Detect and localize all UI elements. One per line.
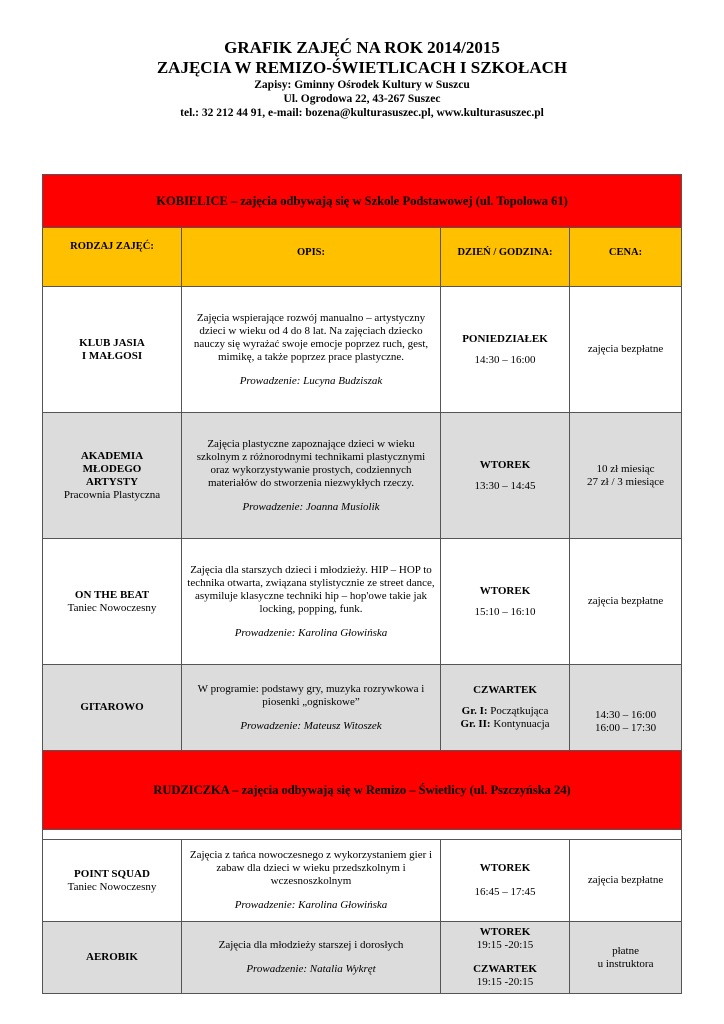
group-label: Gr. II: — [460, 718, 491, 730]
activity-name: MŁODEGO — [82, 462, 142, 475]
time-range: 14:30 – 16:00 — [594, 708, 657, 721]
table-row — [43, 840, 682, 922]
time-range: 16:00 – 17:30 — [594, 721, 657, 734]
schedule-cell — [441, 287, 570, 413]
weekday: CZWARTEK — [473, 684, 537, 696]
price: płatne — [612, 944, 639, 957]
weekday: WTOREK — [479, 584, 531, 597]
price-cell — [570, 665, 682, 751]
section-header-kobielice — [43, 175, 682, 228]
weekday: WTOREK — [479, 458, 531, 471]
activity-subtitle: Taniec Nowoczesny — [67, 880, 157, 893]
group-level: Kontynuacja — [490, 718, 550, 730]
group-line — [445, 718, 565, 731]
activity-description: Zajęcia dla młodzieży starszej i dorosłych — [218, 939, 404, 951]
time-range: 14:30 – 16:00 — [474, 353, 536, 366]
activity-name: POINT SQUAD — [74, 867, 150, 880]
weekday: PONIEDZIAŁEK — [462, 332, 548, 345]
time-range: 19:15 -20:15 — [476, 939, 534, 951]
column-header-day: DZIEŃ / GODZINA: — [441, 228, 570, 287]
weekday: WTOREK — [479, 862, 531, 874]
activity-name-cell — [43, 922, 182, 994]
description-cell — [182, 665, 441, 751]
price: zajęcia bezpłatne — [587, 595, 664, 607]
section-header-rudziczka — [43, 751, 682, 830]
contact-info: tel.: 32 212 44 91, e-mail: bozena@kulturasuszec.pl, www.kulturasuszec.pl — [180, 107, 544, 119]
instructor: Prowadzenie: Mateusz Witoszek — [240, 719, 382, 732]
spacer-cell — [43, 830, 682, 840]
description-cell — [182, 287, 441, 413]
weekday: CZWARTEK — [473, 963, 537, 975]
table-row — [43, 413, 682, 539]
price-cell — [570, 922, 682, 994]
table-row — [43, 922, 682, 994]
activity-description: Zajęcia dla starszych dzieci i młodzieży. HIP – HOP to technika otwarta, związana stylistycznie ze street dance, asymiluje klasyczne techniki hip – hop'owe takie jak locking, popping, funk. — [187, 563, 435, 615]
activity-description: Zajęcia z tańca nowoczesnego z wykorzystaniem gier i zabaw dla dzieci w wieku przedszkolnym i wczesnoszkolnym — [189, 849, 433, 887]
activity-subtitle: Pracownia Plastyczna — [63, 488, 161, 501]
instructor: Prowadzenie: Natalia Wykręt — [246, 963, 376, 975]
section-title: KOBIELICE – zajęcia odbywają się w Szkole Podstawowej (ul. Topolowa 61) — [43, 175, 682, 228]
schedule-cell — [441, 539, 570, 665]
group-line — [445, 705, 565, 718]
document-subtitle: ZAJĘCIA W REMIZO-ŚWIETLICACH I SZKOŁACH — [156, 58, 568, 77]
activity-name: AKADEMIA — [80, 449, 144, 462]
description-cell — [182, 413, 441, 539]
table-row — [43, 665, 682, 751]
column-header-desc: OPIS: — [182, 228, 441, 287]
activity-name: AEROBIK — [86, 951, 138, 963]
price: 27 zł / 3 miesiące — [587, 475, 665, 488]
activity-name-cell — [43, 413, 182, 539]
table-row — [43, 830, 682, 840]
time-range: 15:10 – 16:10 — [474, 605, 536, 618]
group-label: Gr. I: — [461, 705, 488, 717]
activity-description: W programie: podstawy gry, muzyka rozrywkowa i piosenki „ogniskowe” — [197, 682, 425, 708]
price-cell — [570, 539, 682, 665]
time-range: 19:15 -20:15 — [476, 976, 534, 988]
price: zajęcia bezpłatne — [587, 874, 664, 886]
instructor: Prowadzenie: Joanna Musiolik — [242, 500, 380, 513]
price: 10 zł miesiąc — [596, 462, 655, 475]
address-info: Ul. Ogrodowa 22, 43-267 Suszec — [283, 93, 441, 105]
schedule-cell — [441, 413, 570, 539]
activity-name: ARTYSTY — [85, 475, 139, 488]
section-title: RUDZICZKA – zajęcia odbywają się w Remizo – Świetlicy (ul. Pszczyńska 24) — [43, 751, 682, 830]
group-level: Początkująca — [487, 705, 549, 717]
registration-info: Zapisy: Gminny Ośrodek Kultury w Suszcu — [254, 79, 470, 91]
table-row — [43, 287, 682, 413]
schedule-table — [42, 174, 682, 994]
price-cell — [570, 840, 682, 922]
schedule-cell — [441, 840, 570, 922]
activity-name-cell — [43, 665, 182, 751]
activity-name: GITAROWO — [80, 701, 144, 713]
document-title: GRAFIK ZAJĘĆ NA ROK 2014/2015 — [224, 38, 500, 57]
activity-description: Zajęcia wspierające rozwój manualno – artystyczny dzieci w wieku od 4 do 8 lat. Na zajęciach dziecko nauczy się wyrażać swoje emocje poprzez ruch, gest, mimikę, a także poprzez prace plastyczne. — [193, 311, 429, 363]
instructor: Prowadzenie: Lucyna Budziszak — [239, 374, 383, 387]
price: zajęcia bezpłatne — [587, 343, 664, 355]
activity-name: KLUB JASIA — [79, 336, 145, 349]
schedule-cell — [441, 922, 570, 994]
time-range: 16:45 – 17:45 — [474, 886, 536, 898]
activity-name-cell — [43, 840, 182, 922]
column-header-type: RODZAJ ZAJĘĆ: — [43, 228, 182, 287]
price: u instruktora — [597, 957, 654, 970]
table-row — [43, 539, 682, 665]
description-cell — [182, 539, 441, 665]
activity-name: ON THE BEAT — [74, 588, 150, 601]
activity-subtitle: Taniec Nowoczesny — [67, 601, 157, 614]
price-cell — [570, 413, 682, 539]
activity-name: I MAŁGOSI — [81, 349, 143, 362]
price-cell — [570, 287, 682, 413]
activity-name-cell — [43, 287, 182, 413]
document-header — [0, 38, 724, 120]
weekday: WTOREK — [479, 926, 531, 938]
time-range: 13:30 – 14:45 — [474, 479, 536, 492]
activity-description: Zajęcia plastyczne zapoznające dzieci w wieku szkolnym z różnorodnymi technikami plastycznymi oraz wykorzystywanie prostych, codziennych materiałów do stworzenia niezwykłych rzeczy. — [196, 437, 426, 489]
activity-name-cell — [43, 539, 182, 665]
description-cell — [182, 840, 441, 922]
column-header-price: CENA: — [570, 228, 682, 287]
column-headers — [43, 228, 682, 287]
instructor: Prowadzenie: Karolina Głowińska — [234, 899, 388, 911]
description-cell — [182, 922, 441, 994]
instructor: Prowadzenie: Karolina Głowińska — [234, 626, 388, 639]
schedule-cell — [441, 665, 570, 751]
